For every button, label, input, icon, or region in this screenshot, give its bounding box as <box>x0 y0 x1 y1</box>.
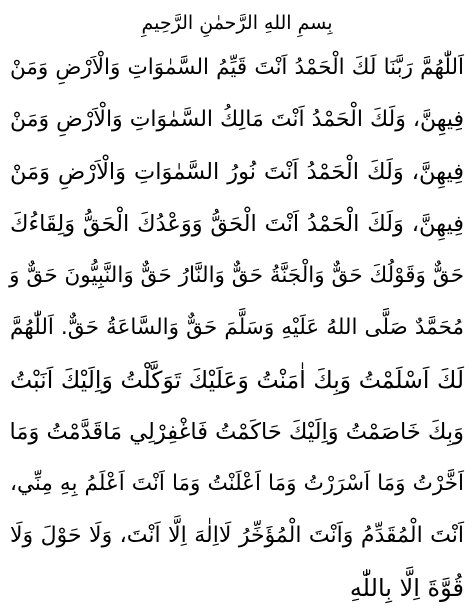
text-line-7: لَكَ اَسْلَمْتُ وَبِكَ اٰمَنْتُ وَعَلَيْكَ تَوَكَّلْتُ وَاِلَيْكَ اَنَبْتُ <box>10 366 464 394</box>
text-line-11: قُوَّةَ اِلَّا بِاللّٰهِ <box>349 574 464 602</box>
text-line-1: اَللّٰهُمَّ رَبَّنَا لَكَ الْحَمْدُ اَنْتَ قَيِّمُ السَّمٰوَاتِ وَالْاَرْضِ وَمَنْ <box>10 55 464 80</box>
text-line-3: فِيهِنَّ، وَلَكَ الْحَمْدُ اَنْتَ نُورُ السَّمٰوَاتِ وَالْاَرْضِ وَمَنْ <box>10 159 464 185</box>
text-line-6: مُحَمَّدٌ صَلَّى اللهُ عَلَيْهِ وَسَلَّمَ حَقٌّ وَالسَّاعَةُ حَقٌّ. اَللّٰهُمَّ <box>10 315 464 340</box>
text-line-2: فِيهِنَّ، وَلَكَ الْحَمْدُ اَنْتَ مَالِكُ السَّمٰوَاتِ وَالْاَرْضِ وَمَنْ <box>10 107 464 132</box>
text-line-4: فِيهِنَّ، وَلَكَ الْحَمْدُ اَنْتَ الْحَقُّ وَوَعْدُكَ الْحَقُّ وَلِقَاءُكَ <box>10 211 464 237</box>
basmala-heading: بِسمِ اللهِ الرَّحمٰنِ الرَّحِيمِ <box>141 12 333 34</box>
text-line-5: حَقٌّ وَقَوْلُكَ حَقٌّ وَالْجَنَّةُ حَقٌّ وَالنَّارُ حَقٌّ وَالنَّبِيُّونَ حَقٌّ وَ <box>9 263 464 288</box>
text-line-9: اَخَّرْتُ وَمَا اَسْرَرْتُ وَمَا اَعْلَنْتُ وَمَا اَنْتَ اَعْلَمُ بِهِ مِنِّي، <box>10 471 464 496</box>
text-line-8: وَبِكَ خَاصَمْتُ وَاِلَيْكَ حَاكَمْتُ فَاغْفِرْلِي مَاقَدَّمْتُ وَمَا <box>9 419 464 445</box>
text-line-10: اَنْتَ الْمُقَدِّمُ وَاَنْتَ الْمُؤَخِّرُ لَااِلٰهَ اِلَّا اَنْتَ، وَلَا حَوْلَ وَلَا <box>10 523 464 548</box>
